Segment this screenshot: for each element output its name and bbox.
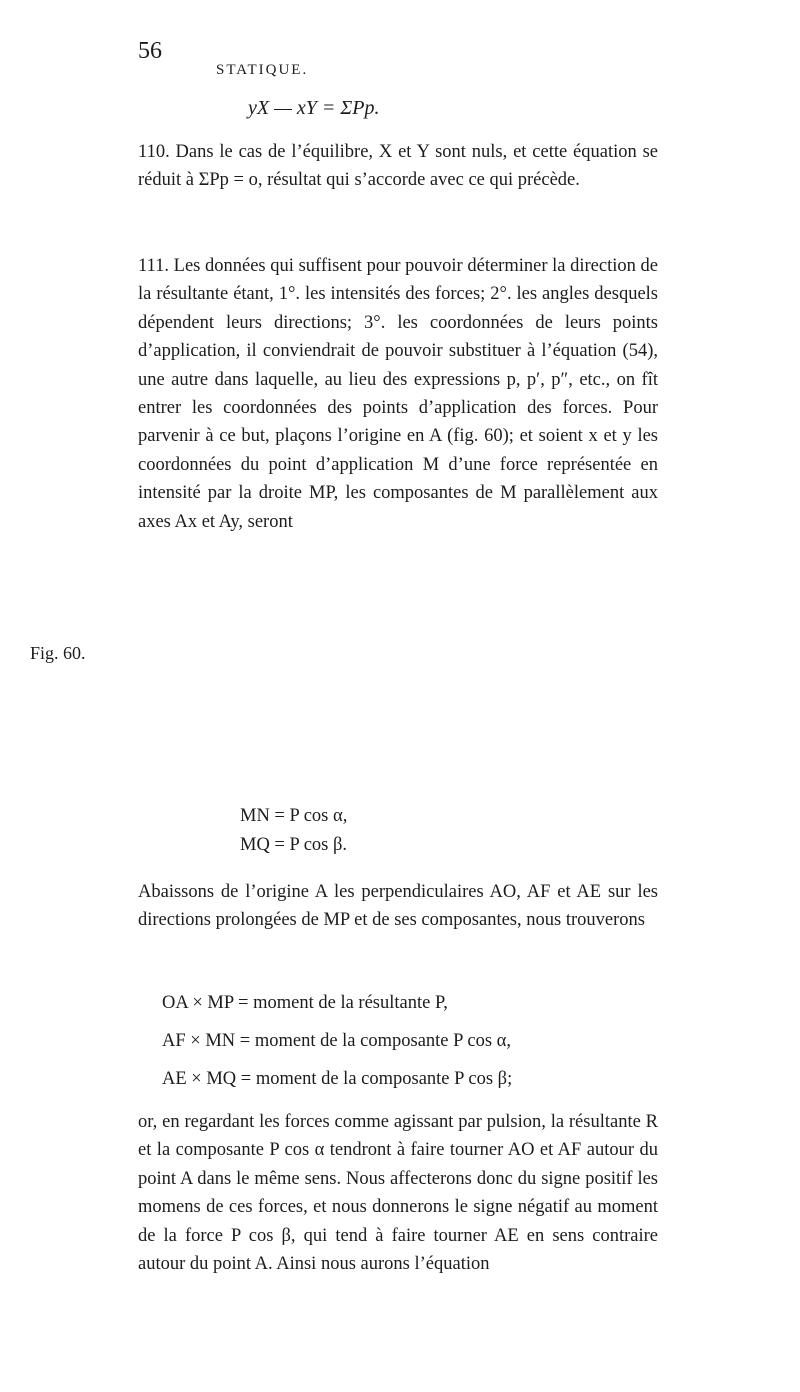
moment-equations	[162, 984, 512, 1098]
paragraph-or	[138, 1108, 658, 1278]
moment-line: OA × MP = moment de la résultante P,	[162, 993, 448, 1013]
moment-line: AE × MQ = moment de la composante P cos β;	[162, 1069, 513, 1089]
page-header	[138, 38, 658, 88]
equation-mq: MQ = P cos β.	[240, 835, 348, 855]
component-equations	[240, 802, 347, 860]
moment-line: AF × MN = moment de la composante P cos α,	[162, 1031, 511, 1051]
paragraph-111-text: 111. Les données qui suffisent pour pouvoir déterminer la direction de la résultante étant, 1°. les intensités des forces; 2°. les angles desquels dépendent leurs directions; 3°. les coordonnées de leurs points d’application, il conviendrait de pouvoir substituer à l’équation (54), une autre dans laquelle, au lieu des expressions p, p′, p″, etc., on fît entrer les coordonnées des points d’application des forces. Pour parvenir à ce but, plaçons l’origine en A (fig. 60); et soient x et y les coordonnées du point d’application M d’une force représentée en intensité par la droite MP, les composantes de M parallèlement aux axes Ax et Ay, seront	[138, 256, 658, 532]
page-number: 56	[138, 38, 162, 64]
paragraph-111	[138, 252, 658, 536]
paragraph-110	[138, 138, 658, 195]
paragraph-or-text: or, en regardant les forces comme agissant par pulsion, la résultante R et la composante P cos α tendront à faire tourner AO et AF autour du point A dans le même sens. Nous affecterons donc du signe positif les momens de ces forces, et nous donnerons le signe négatif au moment de la force P cos β, qui tend à faire tourner AE en sens contraire autour du point A. Ainsi nous aurons l’équation	[138, 1112, 658, 1275]
paragraph-abaissons	[138, 878, 658, 935]
equation-mn: MN = P cos α,	[240, 806, 348, 826]
paragraph-110-text: 110. Dans le cas de l’équilibre, X et Y sont nuls, et cette équation se réduit à ΣPp = o, résultat qui s’accorde avec ce qui précède.	[138, 142, 658, 191]
running-head: STATIQUE.	[216, 62, 309, 78]
paragraph-abaissons-text: Abaissons de l’origine A les perpendiculaires AO, AF et AE sur les directions prolongées de MP et de ses composantes, nous trouverons	[138, 882, 658, 931]
figure-reference: Fig. 60.	[30, 643, 86, 663]
top-equation: yX — xY = ΣPp.	[248, 97, 380, 119]
